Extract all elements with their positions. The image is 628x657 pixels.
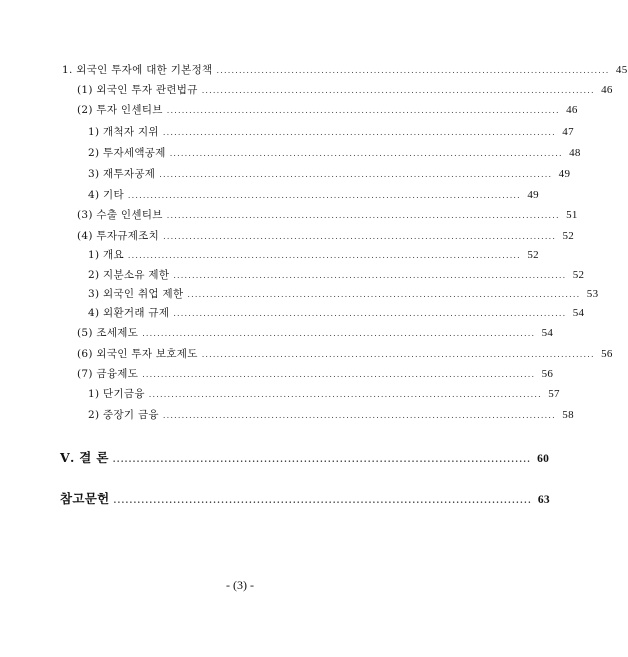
toc-entry-label: 1) 개척자 지위 <box>88 126 159 138</box>
toc-entry-label: (6) 외국인 투자 보호제도 <box>77 348 198 360</box>
toc-chapter-entry <box>60 450 550 466</box>
toc-entry-page: 48 <box>569 147 581 159</box>
toc-entry-label: 4) 외환거래 규제 <box>88 307 170 319</box>
toc-entry <box>77 366 554 382</box>
dot-leader: ......................................................................................................... <box>166 106 560 115</box>
dot-leader: ......................................................................................................... <box>162 411 556 420</box>
toc-chapter-entry <box>60 491 550 507</box>
dot-leader: ......................................................................................................... <box>163 232 557 241</box>
toc-entry-label: 4) 기타 <box>88 189 124 201</box>
toc-entry-page: 49 <box>558 168 571 180</box>
dot-leader: ......................................................................................................... <box>187 290 581 299</box>
toc-entry <box>88 386 560 402</box>
toc-entry <box>62 62 628 78</box>
toc-entry-label: (1) 외국인 투자 관련법규 <box>77 84 198 96</box>
dot-leader: ......................................................................................................... <box>112 454 532 464</box>
toc-entry-page: 49 <box>527 189 539 201</box>
toc-entry-label: (2) 투자 인센티브 <box>77 104 163 116</box>
toc-entry-page: 57 <box>548 388 560 400</box>
toc-entry-page: 53 <box>586 288 599 300</box>
dot-leader: ......................................................................................................... <box>159 170 553 179</box>
toc-entry <box>88 247 539 263</box>
page-number: - (3) - <box>226 578 254 592</box>
toc-entry-label: 2) 중장기 금융 <box>88 409 159 421</box>
toc-entry-page: 54 <box>541 327 554 339</box>
toc-entry-page: 54 <box>572 307 585 319</box>
dot-leader: ......................................................................................................... <box>216 66 610 75</box>
toc-entry-page: 51 <box>566 209 578 221</box>
toc-entry-label: (4) 투자규제조치 <box>77 230 160 242</box>
dot-leader: ......................................................................................................... <box>113 495 532 505</box>
toc-entry <box>77 82 613 98</box>
toc-entry-label: (5) 조세제도 <box>77 327 139 339</box>
toc-entry-label: 참고문헌 <box>60 491 110 506</box>
dot-leader: ......................................................................................................... <box>166 211 560 220</box>
toc-entry-page: 47 <box>562 126 574 138</box>
dot-leader: ......................................................................................................... <box>173 309 567 318</box>
toc-entry <box>88 166 571 182</box>
toc-entry-label: (7) 금융제도 <box>77 368 139 380</box>
toc-entry <box>88 187 539 203</box>
toc-entry-page: 46 <box>601 84 613 96</box>
toc-entry <box>77 207 578 223</box>
toc-entry-page: 45 <box>615 64 628 76</box>
toc-entry-page: 63 <box>537 494 550 506</box>
toc-entry-page: 60 <box>537 453 550 465</box>
dot-leader: ......................................................................................................... <box>201 350 595 359</box>
toc-entry <box>77 325 554 341</box>
toc-entry <box>88 305 585 321</box>
toc-entry-label: Ⅴ. 결 론 <box>60 450 109 465</box>
toc-entry <box>88 267 585 283</box>
dot-leader: ......................................................................................................... <box>148 390 542 399</box>
toc-entry-page: 56 <box>541 368 554 380</box>
toc-entry-page: 52 <box>572 269 585 281</box>
toc-entry-label: (3) 수출 인센티브 <box>77 209 163 221</box>
toc-entry <box>88 124 574 140</box>
dot-leader: ......................................................................................................... <box>201 86 595 95</box>
toc-entry <box>77 102 578 118</box>
toc-entry-page: 56 <box>601 348 613 360</box>
dot-leader: ......................................................................................................... <box>127 191 521 200</box>
toc-entry-page: 58 <box>562 409 574 421</box>
dot-leader: ......................................................................................................... <box>173 271 567 280</box>
dot-leader: ......................................................................................................... <box>169 149 563 158</box>
toc-entry-label: 3) 재투자공제 <box>88 168 156 180</box>
toc-entry-page: 52 <box>562 230 575 242</box>
toc-entry-page: 46 <box>566 104 578 116</box>
toc-entry-label: 1. 외국인 투자에 대한 기본정책 <box>62 64 213 76</box>
toc-entry-label: 1) 개요 <box>88 249 124 261</box>
dot-leader: ......................................................................................................... <box>142 370 536 379</box>
toc-entry-label: 3) 외국인 취업 제한 <box>88 288 184 300</box>
dot-leader: ......................................................................................................... <box>142 329 536 338</box>
toc-entry <box>88 145 581 161</box>
dot-leader: ......................................................................................................... <box>162 128 556 137</box>
toc-entry <box>88 407 574 423</box>
toc-entry-label: 2) 지분소유 제한 <box>88 269 170 281</box>
toc-entry <box>77 228 575 244</box>
toc-entry <box>77 346 613 362</box>
toc-entry-label: 1) 단기금융 <box>88 388 145 400</box>
toc-entry-label: 2) 투자세액공제 <box>88 147 166 159</box>
dot-leader: ......................................................................................................... <box>127 251 521 260</box>
toc-entry <box>88 286 599 302</box>
toc-entry-page: 52 <box>527 249 539 261</box>
